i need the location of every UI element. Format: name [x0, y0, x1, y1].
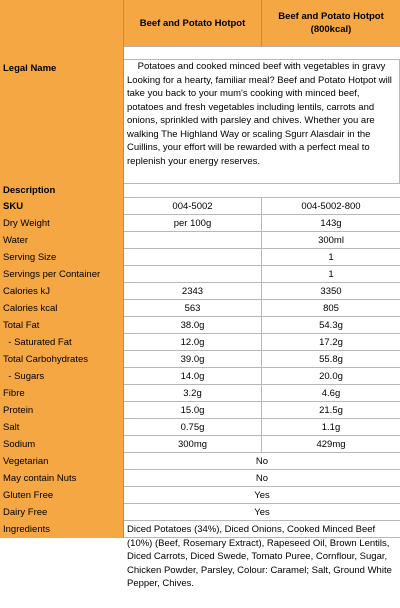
row-label-servings-per-container: Servings per Container	[0, 266, 124, 283]
sku-800kcal: 004-5002-800	[262, 198, 400, 215]
servings-per-container-800kcal: 1	[262, 266, 400, 283]
servings-per-container-standard	[124, 266, 262, 283]
row-label-sodium: Sodium	[0, 436, 124, 453]
row-label-ingredients: Ingredients	[0, 521, 124, 538]
row-label-total-fat: Total Fat	[0, 317, 124, 334]
column-header-standard: Beef and Potato Hotpot	[124, 0, 262, 47]
dairy-free-value: Yes	[124, 504, 400, 521]
fibre-standard: 3.2g	[124, 385, 262, 402]
dry-weight-800kcal: 143g	[262, 215, 400, 232]
row-label-dairy-free: Dairy Free	[0, 504, 124, 521]
protein-800kcal: 21.5g	[262, 402, 400, 419]
description-value: Looking for a hearty, familiar meal? Beef and Potato Hotpot will take you back to your mum's cooking with minced beef, potatoes and fresh vegetables including lentils, carrots and onions, sprinkled with parsley and chives. Whether you are walking The Highland Way or scaling Sgurr Alasdair in the Cuillins, your effort will be rewarded with a perfect meal to replenish your energy reserves.	[127, 74, 392, 167]
dry-weight-standard: per 100g	[124, 215, 262, 232]
sodium-800kcal: 429mg	[262, 436, 400, 453]
saturated-fat-800kcal: 17.2g	[262, 334, 400, 351]
water-800kcal: 300ml	[262, 232, 400, 249]
legal-name-label: Legal Name	[3, 63, 57, 74]
water-standard	[124, 232, 262, 249]
legal-description-values	[124, 60, 400, 184]
row-label-calories-kcal: Calories kcal	[0, 300, 124, 317]
row-label-sugars: - Sugars	[0, 368, 124, 385]
serving-size-standard	[124, 249, 262, 266]
row-label-water: Water	[0, 232, 124, 249]
total-carbohydrates-800kcal: 55.8g	[262, 351, 400, 368]
ingredients-value: Diced Potatoes (34%), Diced Onions, Cooked Minced Beef (10%) (Beef, Rosemary Extract), Rapeseed Oil, Brown Lentils, Diced Carrots, Diced Swede, Tomato Puree, Cornflour, Sugar, Chicken Powder, Parsley, Colour: Caramel; Salt, Ground White Pepper, Chives.	[124, 521, 400, 538]
may-contain-nuts-value: No	[124, 470, 400, 487]
legal-description-labels	[0, 60, 124, 198]
salt-standard: 0.75g	[124, 419, 262, 436]
row-label-may-contain-nuts: May contain Nuts	[0, 470, 124, 487]
total-fat-standard: 38.0g	[124, 317, 262, 334]
serving-size-800kcal: 1	[262, 249, 400, 266]
gluten-free-value: Yes	[124, 487, 400, 504]
row-label-total-carbohydrates: Total Carbohydrates	[0, 351, 124, 368]
sugars-standard: 14.0g	[124, 368, 262, 385]
row-label-serving-size: Serving Size	[0, 249, 124, 266]
description-label: Description	[3, 185, 56, 196]
calories-kcal-standard: 563	[124, 300, 262, 317]
fibre-800kcal: 4.6g	[262, 385, 400, 402]
total-fat-800kcal: 54.3g	[262, 317, 400, 334]
sodium-standard: 300mg	[124, 436, 262, 453]
row-label-dry-weight: Dry Weight	[0, 215, 124, 232]
salt-800kcal: 1.1g	[262, 419, 400, 436]
calories-kj-800kcal: 3350	[262, 283, 400, 300]
corner-cell	[0, 0, 124, 47]
spacer-values	[124, 47, 400, 60]
row-label-gluten-free: Gluten Free	[0, 487, 124, 504]
sugars-800kcal: 20.0g	[262, 368, 400, 385]
spacer-label	[0, 47, 124, 60]
row-label-saturated-fat: - Saturated Fat	[0, 334, 124, 351]
row-label-vegetarian: Vegetarian	[0, 453, 124, 470]
total-carbohydrates-standard: 39.0g	[124, 351, 262, 368]
sku-standard: 004-5002	[124, 198, 262, 215]
row-label-calories-kj: Calories kJ	[0, 283, 124, 300]
row-label-fibre: Fibre	[0, 385, 124, 402]
row-label-salt: Salt	[0, 419, 124, 436]
protein-standard: 15.0g	[124, 402, 262, 419]
column-header-800kcal: Beef and Potato Hotpot (800kcal)	[262, 0, 400, 47]
calories-kcal-800kcal: 805	[262, 300, 400, 317]
row-label-sku: SKU	[0, 198, 124, 215]
description-gap	[124, 184, 400, 198]
legal-name-value: Potatoes and cooked minced beef with vegetables in gravy	[137, 61, 386, 72]
row-label-protein: Protein	[0, 402, 124, 419]
vegetarian-value: No	[124, 453, 400, 470]
saturated-fat-standard: 12.0g	[124, 334, 262, 351]
calories-kj-standard: 2343	[124, 283, 262, 300]
